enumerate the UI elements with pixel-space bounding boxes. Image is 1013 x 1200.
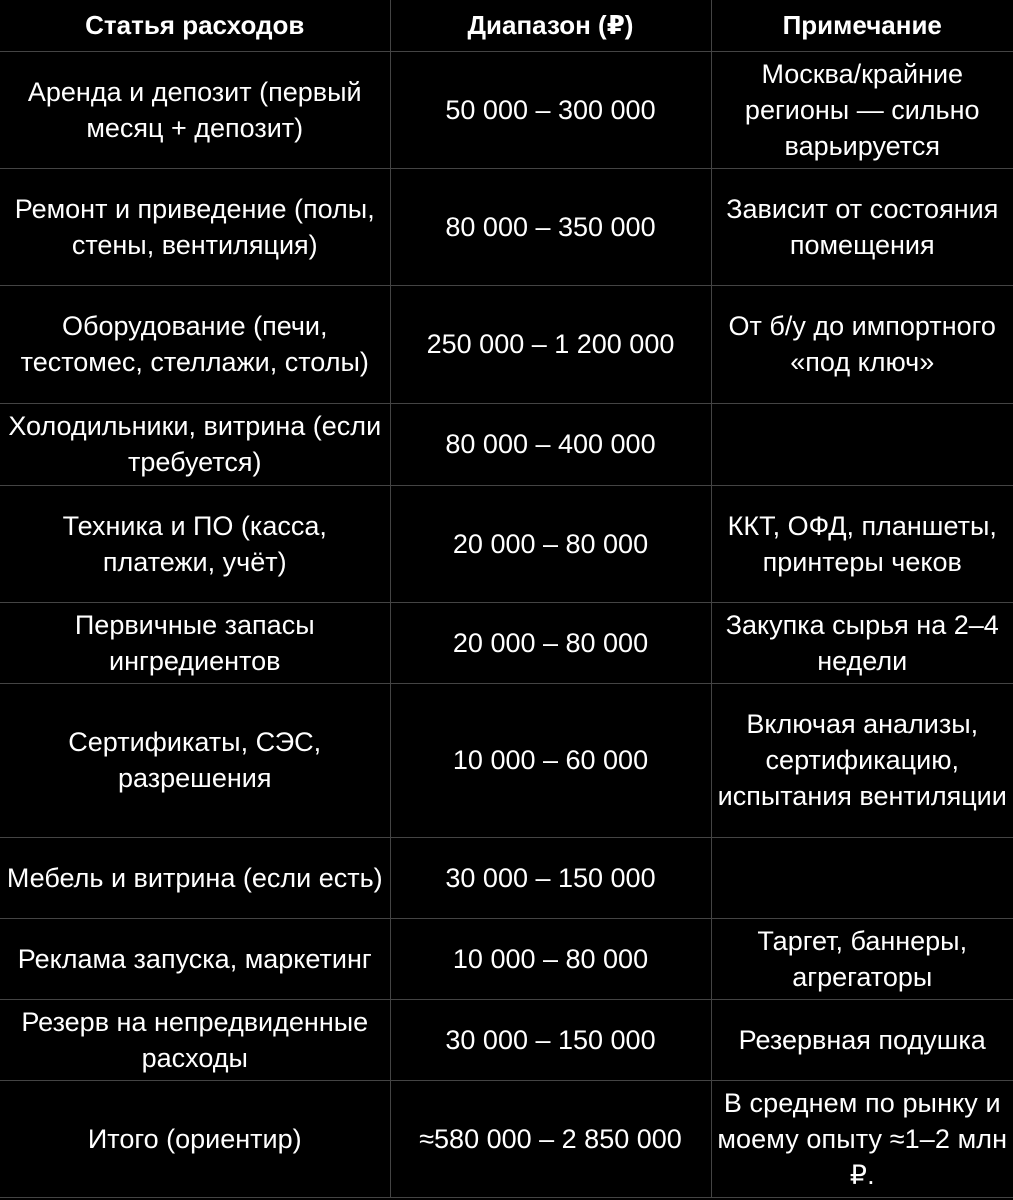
- header-row: [0, 0, 1013, 51]
- total-note-cell: В среднем по рынку и моему опыту ≈1–2 млн ₽.: [711, 1080, 1013, 1197]
- note-cell: Москва/крайние регионы — сильно варьируется: [711, 51, 1013, 168]
- note-cell: Включая анализы, сертификацию, испытания вентиляции: [711, 683, 1013, 837]
- table-row: [0, 602, 1013, 683]
- column-header-range: Диапазон (₽): [390, 0, 711, 51]
- expense-item-cell: Техника и ПО (касса, платежи, учёт): [0, 485, 390, 602]
- total-row: [0, 1080, 1013, 1197]
- range-cell: 20 000 – 80 000: [390, 602, 711, 683]
- expense-item-cell: Сертификаты, СЭС, разрешения: [0, 683, 390, 837]
- range-cell: 10 000 – 60 000: [390, 683, 711, 837]
- column-header-item: Статья расходов: [0, 0, 390, 51]
- note-cell: Таргет, баннеры, агрегаторы: [711, 918, 1013, 999]
- expense-item-cell: Мебель и витрина (если есть): [0, 837, 390, 918]
- table-row: [0, 51, 1013, 168]
- note-cell: [711, 837, 1013, 918]
- expense-item-cell: Аренда и депозит (первый месяц + депозит): [0, 51, 390, 168]
- total-label-cell: Итого (ориентир): [0, 1080, 390, 1197]
- table-row: [0, 168, 1013, 285]
- table-row: [0, 999, 1013, 1080]
- column-header-note: Примечание: [711, 0, 1013, 51]
- range-cell: 80 000 – 350 000: [390, 168, 711, 285]
- range-cell: 10 000 – 80 000: [390, 918, 711, 999]
- range-cell: 50 000 – 300 000: [390, 51, 711, 168]
- note-cell: Закупка сырья на 2–4 недели: [711, 602, 1013, 683]
- note-cell: От б/у до импортного «под ключ»: [711, 285, 1013, 403]
- note-cell: Зависит от состояния помещения: [711, 168, 1013, 285]
- note-cell: ККТ, ОФД, планшеты, принтеры чеков: [711, 485, 1013, 602]
- expense-item-cell: Реклама запуска, маркетинг: [0, 918, 390, 999]
- expense-item-cell: Холодильники, витрина (если требуется): [0, 403, 390, 485]
- range-cell: 30 000 – 150 000: [390, 999, 711, 1080]
- table-row: [0, 285, 1013, 403]
- table-row: [0, 683, 1013, 837]
- table-row: [0, 403, 1013, 485]
- table-row: [0, 837, 1013, 918]
- expense-item-cell: Резерв на непредвиденные расходы: [0, 999, 390, 1080]
- table-body: [0, 51, 1013, 1197]
- range-cell: 250 000 – 1 200 000: [390, 285, 711, 403]
- table-row: [0, 918, 1013, 999]
- table-row: [0, 485, 1013, 602]
- note-cell: Резервная подушка: [711, 999, 1013, 1080]
- range-cell: 80 000 – 400 000: [390, 403, 711, 485]
- range-cell: 30 000 – 150 000: [390, 837, 711, 918]
- expense-item-cell: Ремонт и приведение (полы, стены, вентиляция): [0, 168, 390, 285]
- total-range-cell: ≈580 000 – 2 850 000: [390, 1080, 711, 1197]
- range-cell: 20 000 – 80 000: [390, 485, 711, 602]
- note-cell: [711, 403, 1013, 485]
- expense-item-cell: Первичные запасы ингредиентов: [0, 602, 390, 683]
- table-header: [0, 0, 1013, 51]
- expense-item-cell: Оборудование (печи, тестомес, стеллажи, столы): [0, 285, 390, 403]
